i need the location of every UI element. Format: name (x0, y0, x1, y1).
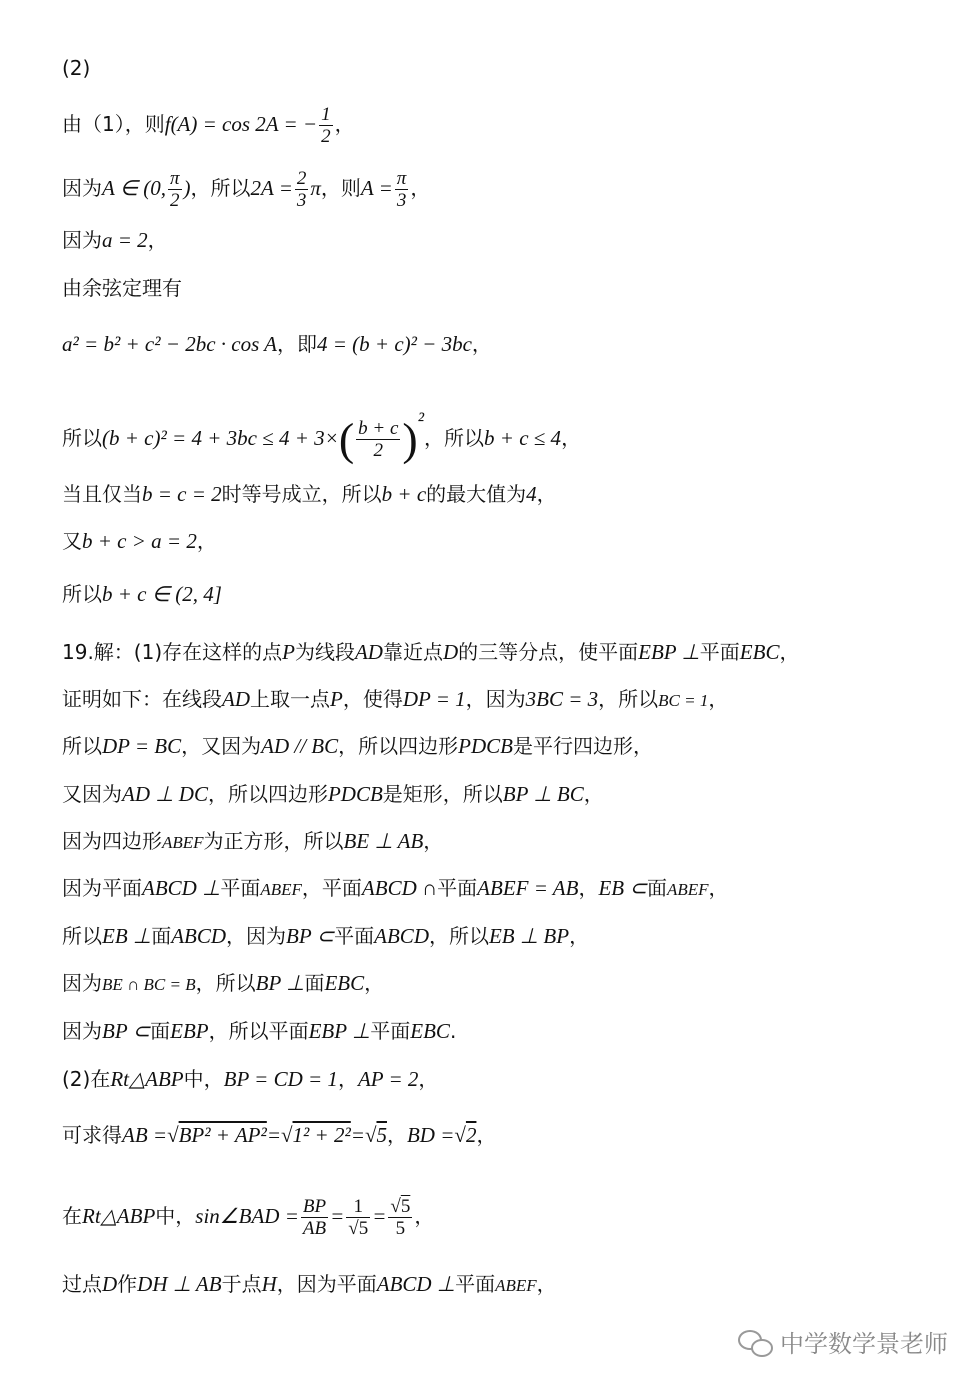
text-line: 因为BP ⊂面EBP，所以平面EBP ⊥平面EBC. (62, 1019, 457, 1043)
text-line: (2)在Rt△ABP中，BP = CD = 1，AP = 2， (62, 1067, 439, 1091)
text-line: 所以DP = BC，又因为AD // BC，所以四边形PDCB是平行四边形， (62, 734, 653, 758)
text-line: a² = b² + c² − 2bc · cos A，即4 = (b + c)² − 3bc， (62, 332, 492, 356)
text-line: 所以(b + c)² = 4 + 3bc ≤ 4 + 3×( $\frac{b + c}{2}$ )²，所以b + c ≤ 4， (62, 408, 582, 465)
text-line: 过点D作DH ⊥ AB于点H，因为平面ABCD ⊥平面ABEF， (62, 1272, 557, 1296)
text-line: 在Rt△ABP中，sin∠BAD = $\frac{BP}{AB}$ = $\frac{1}{√5}$ = $\frac{√5}{5}$ ， (62, 1196, 435, 1239)
text-line: 因为BE ∩ BC = B，所以BP ⊥面EBC， (62, 971, 385, 995)
problem-19-line: 19.解：(1)存在这样的点P为线段AD靠近点D的三等分点，使平面EBP ⊥平面EBC， (62, 640, 800, 664)
text-line: 由余弦定理有 (62, 276, 182, 300)
text-line: 因为四边形ABEF为正方形，所以BE ⊥ AB， (62, 829, 444, 853)
text-line: 因为A ∈ (0, $\frac{\pi}{2}$ )，所以2A = $\frac{2}{3}$ π，则A = $\frac{\pi}{3}$ ， (62, 168, 431, 211)
text-line: 所以EB ⊥面ABCD，因为BP ⊂平面ABCD，所以EB ⊥ BP， (62, 924, 590, 948)
text-line: 因为平面ABCD ⊥平面ABEF，平面ABCD ∩平面ABEF = AB，EB ⊂面ABEF， (62, 876, 729, 900)
watermark (738, 1324, 948, 1359)
watermark-text: 中学数学景老师 (780, 1330, 948, 1358)
text-line: 由（1），则f(A) = cos 2A = − $\frac{1}{2}$ ， (62, 104, 355, 147)
text-line: 可求得AB =√BP² + AP²=√1² + 2²=√5，BD =√2， (62, 1123, 497, 1147)
text-line: 又因为AD ⊥ DC，所以四边形PDCB是矩形，所以BP ⊥ BC， (62, 782, 604, 806)
wechat-icon (738, 1328, 772, 1356)
fraction: $\frac{1}{2}$ (321, 104, 331, 147)
text-line: 证明如下：在线段AD上取一点P，使得DP = 1，因为3BC = 3，所以BC = 1， (62, 687, 729, 711)
text-line: 所以b + c ∈ (2, 4] (62, 582, 222, 606)
text-line: 又b + c > a = 2， (62, 529, 217, 553)
text-line: 因为a = 2， (62, 228, 168, 252)
text-line: 当且仅当b = c = 2时等号成立，所以b + c的最大值为4， (62, 482, 557, 506)
part-label: (2) (62, 56, 91, 80)
